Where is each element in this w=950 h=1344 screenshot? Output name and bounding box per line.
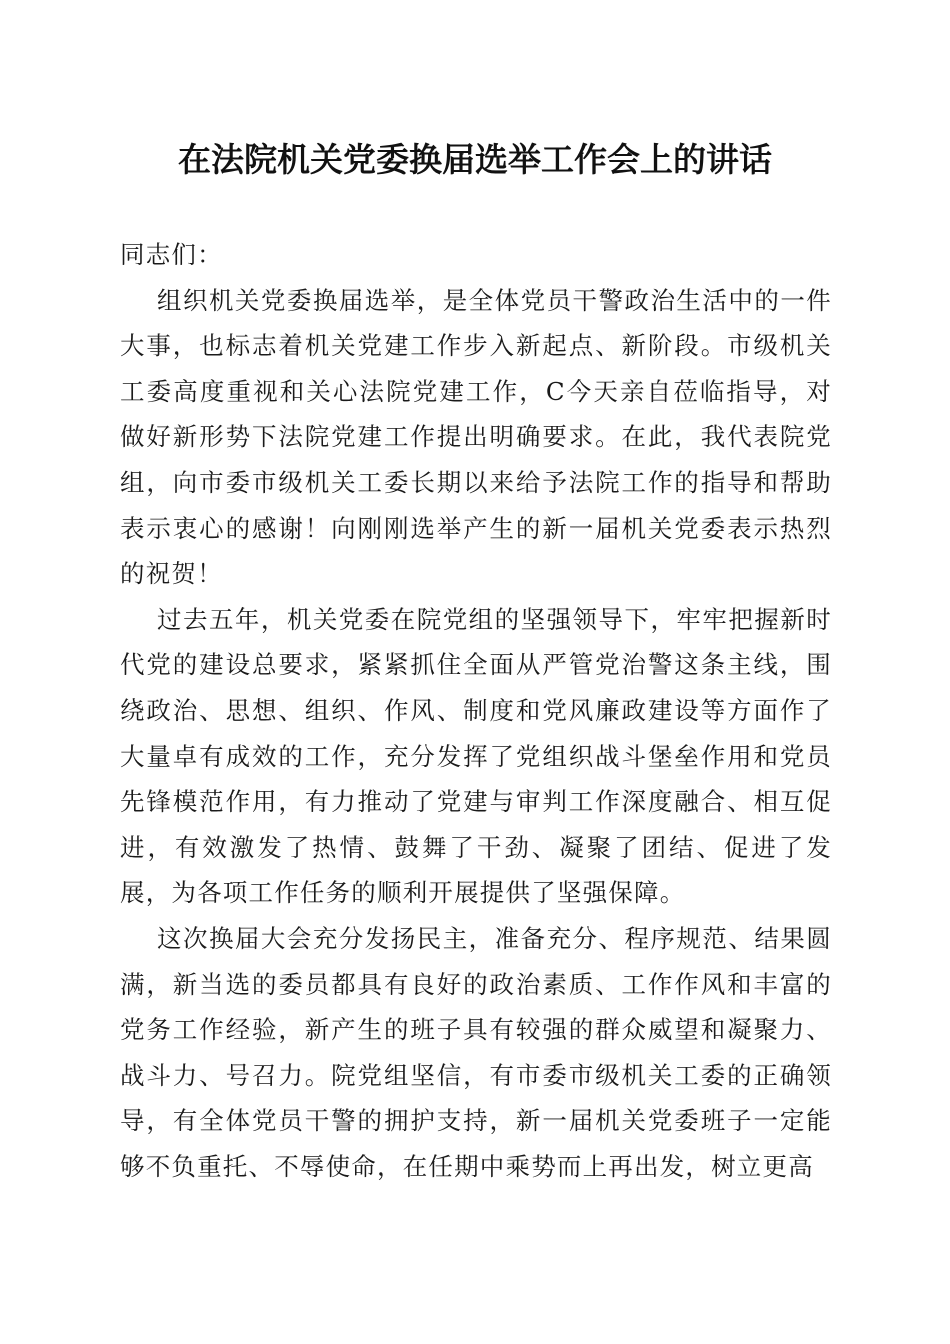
paragraph: 组织机关党委换届选举，是全体党员干警政治生活中的一件大事，也标志着机关党建工作步入新起点、新阶段。市级机关工委高度重视和关心法院党建工作，C今天亲自莅临指导，对做好新形势下法院党建工作提出明确要求。在此，我代表院党组，向市委市级机关工委长期以来给予法院工作的指导和帮助表示衷心的感谢！向刚刚选举产生的新一届机关党委表示热烈的祝贺！ (120, 285, 832, 589)
document-body (120, 232, 832, 1189)
paragraph: 这次换届大会充分发扬民主，准备充分、程序规范、结果圆满，新当选的委员都具有良好的政治素质、工作作风和丰富的党务工作经验，新产生的班子具有较强的群众威望和凝聚力、战斗力、号召力。院党组坚信，有市委市级机关工委的正确领导，有全体党员干警的拥护支持，新一届机关党委班子一定能够不负重托、不辱使命，在任期中乘势而上再出发，树立更高 (120, 923, 832, 1181)
salutation: 同志们： (120, 240, 223, 269)
paragraph: 过去五年，机关党委在院党组的坚强领导下，牢牢把握新时代党的建设总要求，紧紧抓住全面从严管党治警这条主线，围绕政治、思想、组织、作风、制度和党风廉政建设等方面作了大量卓有成效的工作，充分发挥了党组织战斗堡垒作用和党员先锋模范作用，有力推动了党建与审判工作深度融合、相互促进，有效激发了热情、鼓舞了干劲、凝聚了团结、促进了发展，为各项工作任务的顺利开展提供了坚强保障。 (120, 604, 832, 908)
document-title: 在法院机关党委换届选举工作会上的讲话 (178, 140, 772, 179)
